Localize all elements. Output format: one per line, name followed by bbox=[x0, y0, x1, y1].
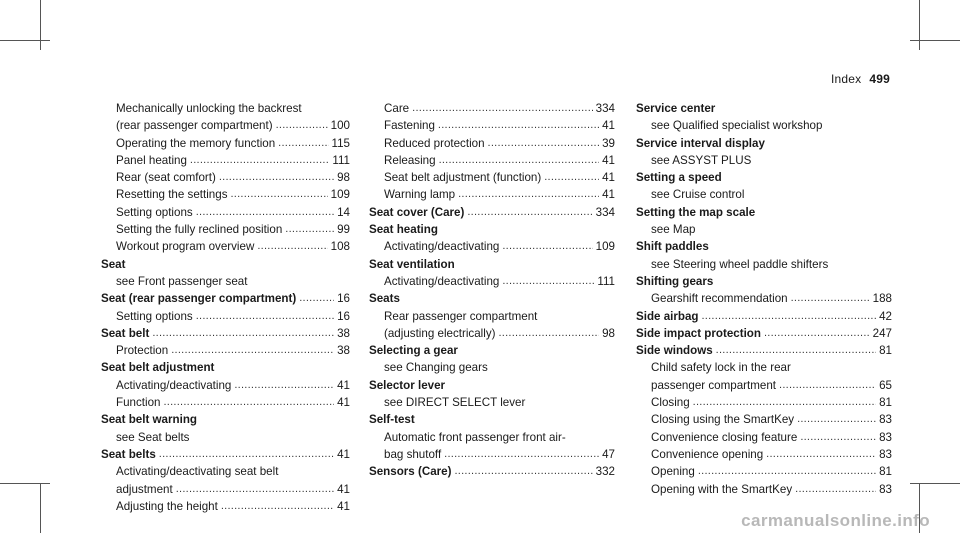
entry-text: Self-test bbox=[369, 413, 415, 427]
index-subentry bbox=[101, 221, 350, 238]
index-subentry bbox=[636, 256, 892, 273]
entry-text: Convenience opening bbox=[651, 447, 764, 461]
entry-text: Function bbox=[116, 396, 161, 410]
entry-text: Rear passenger compartment bbox=[384, 309, 538, 323]
page-ref[interactable]: 109 bbox=[330, 188, 350, 202]
page-ref[interactable]: 98 bbox=[337, 171, 350, 185]
index-subentry bbox=[636, 152, 892, 169]
index-column-2 bbox=[369, 100, 615, 481]
page-ref[interactable]: 16 bbox=[337, 309, 350, 323]
entry-text: Side airbag bbox=[636, 309, 699, 323]
dot-leader bbox=[693, 396, 876, 411]
entry-text: see Steering wheel paddle shifters bbox=[651, 257, 829, 271]
index-subentry bbox=[101, 186, 350, 203]
entry-text: Setting a speed bbox=[636, 171, 722, 185]
index-subentry bbox=[101, 135, 350, 152]
entry-text: Panel heating bbox=[116, 153, 187, 167]
dot-leader bbox=[234, 379, 334, 394]
index-subentry bbox=[369, 186, 615, 203]
entry-text: Activating/deactivating bbox=[384, 274, 500, 288]
index-subentry bbox=[101, 463, 350, 480]
entry-text: Seat belt bbox=[101, 326, 150, 340]
entry-text: Seat bbox=[101, 257, 126, 271]
dot-leader bbox=[196, 310, 334, 325]
dot-leader bbox=[176, 483, 334, 498]
page-ref[interactable]: 108 bbox=[330, 240, 350, 254]
crop-mark bbox=[40, 0, 41, 50]
entry-text: see Seat belts bbox=[116, 430, 190, 444]
index-entry bbox=[101, 446, 350, 463]
page-ref[interactable]: 41 bbox=[337, 499, 350, 513]
page-ref[interactable]: 188 bbox=[872, 292, 892, 306]
index-subentry bbox=[636, 377, 892, 394]
entry-text: Seat (rear passenger compartment) bbox=[101, 292, 297, 306]
entry-text: Seat belts bbox=[101, 447, 156, 461]
index-entry bbox=[636, 342, 892, 359]
page-number: 499 bbox=[869, 72, 890, 86]
entry-text: Seat ventilation bbox=[369, 257, 455, 271]
page-ref[interactable]: 334 bbox=[595, 205, 615, 219]
entry-text: Convenience closing feature bbox=[651, 430, 798, 444]
index-subentry bbox=[369, 325, 615, 342]
page-ref[interactable]: 41 bbox=[602, 153, 615, 167]
entry-text: Side windows bbox=[636, 344, 713, 358]
page-ref[interactable]: 41 bbox=[602, 171, 615, 185]
page-ref[interactable]: 41 bbox=[337, 482, 350, 496]
dot-leader bbox=[800, 431, 876, 446]
index-entry bbox=[369, 290, 615, 307]
index-entry bbox=[636, 325, 892, 342]
dot-leader bbox=[219, 171, 334, 186]
index-entry bbox=[101, 325, 350, 342]
entry-text: see DIRECT SELECT lever bbox=[384, 396, 526, 410]
index-entry bbox=[636, 100, 892, 117]
entry-text: Child safety lock in the rear bbox=[651, 361, 791, 375]
entry-text: Gearshift recommendation bbox=[651, 292, 788, 306]
dot-leader bbox=[544, 171, 599, 186]
header-label: Index bbox=[831, 72, 862, 86]
page-ref[interactable]: 99 bbox=[337, 223, 350, 237]
entry-text: Selecting a gear bbox=[369, 344, 458, 358]
dot-leader bbox=[257, 241, 327, 256]
index-subentry bbox=[369, 135, 615, 152]
dot-leader bbox=[716, 344, 876, 359]
page-ref[interactable]: 81 bbox=[879, 344, 892, 358]
dot-leader bbox=[502, 275, 594, 290]
entry-text: Adjusting the height bbox=[116, 499, 218, 513]
page-ref[interactable]: 83 bbox=[879, 430, 892, 444]
entry-text: Service center bbox=[636, 102, 716, 115]
entry-text: Setting the fully reclined position bbox=[116, 223, 283, 237]
entry-text: Seats bbox=[369, 292, 400, 306]
page-header bbox=[831, 72, 890, 86]
page-ref[interactable]: 81 bbox=[879, 465, 892, 479]
dot-leader bbox=[439, 154, 600, 169]
entry-text: Activating/deactivating bbox=[116, 378, 232, 392]
entry-text: Automatic front passenger front air- bbox=[384, 430, 566, 444]
entry-text: see Cruise control bbox=[651, 188, 745, 202]
entry-text: Workout program overview bbox=[116, 240, 255, 254]
index-subentry bbox=[101, 238, 350, 255]
entry-text: Operating the memory function bbox=[116, 136, 276, 150]
index-subentry bbox=[636, 481, 892, 498]
crop-mark bbox=[910, 483, 960, 484]
dot-leader bbox=[438, 120, 599, 135]
entry-text: (adjusting electrically) bbox=[384, 326, 496, 340]
dot-leader bbox=[152, 327, 334, 342]
entry-text: adjustment bbox=[116, 482, 173, 496]
index-subentry bbox=[636, 117, 892, 134]
entry-text: Sensors (Care) bbox=[369, 465, 452, 479]
dot-leader bbox=[702, 310, 877, 325]
entry-text: see Map bbox=[651, 223, 696, 237]
dot-leader bbox=[412, 102, 593, 117]
dot-leader bbox=[196, 206, 334, 221]
page-ref[interactable]: 38 bbox=[337, 326, 350, 340]
dot-leader bbox=[454, 466, 592, 481]
page-ref[interactable]: 332 bbox=[595, 465, 615, 479]
entry-text: Closing using the SmartKey bbox=[651, 413, 795, 427]
index-subentry bbox=[636, 394, 892, 411]
index-entry bbox=[101, 411, 350, 428]
page-ref[interactable]: 65 bbox=[879, 378, 892, 392]
page-ref[interactable]: 41 bbox=[337, 378, 350, 392]
index-entry bbox=[369, 221, 615, 238]
dot-leader bbox=[502, 241, 592, 256]
index-entry bbox=[636, 238, 892, 255]
page-ref[interactable]: 83 bbox=[879, 482, 892, 496]
crop-mark bbox=[919, 0, 920, 50]
index-subentry bbox=[369, 238, 615, 255]
index-entry bbox=[636, 273, 892, 290]
index-entry bbox=[101, 359, 350, 376]
index-subentry bbox=[101, 481, 350, 498]
index-entry bbox=[369, 463, 615, 480]
dot-leader bbox=[278, 137, 328, 152]
watermark: carmanualsonline.info bbox=[741, 511, 930, 530]
dot-leader bbox=[797, 414, 876, 429]
page-ref[interactable]: 41 bbox=[337, 447, 350, 461]
index-column-1 bbox=[101, 100, 350, 515]
page-ref[interactable]: 111 bbox=[332, 153, 350, 167]
dot-leader bbox=[285, 223, 334, 238]
entry-text: Selector lever bbox=[369, 378, 446, 392]
index-subentry bbox=[636, 359, 892, 376]
dot-leader bbox=[698, 466, 876, 481]
index-subentry bbox=[101, 394, 350, 411]
index-entry bbox=[369, 377, 615, 394]
index-subentry bbox=[101, 498, 350, 515]
entry-text: Seat belt warning bbox=[101, 413, 197, 427]
dot-leader bbox=[221, 500, 334, 515]
index-entry bbox=[369, 411, 615, 428]
index-entry bbox=[636, 308, 892, 325]
index-subentry bbox=[369, 429, 615, 446]
index-subentry bbox=[101, 100, 350, 117]
index-entry bbox=[636, 169, 892, 186]
entry-text: Reduced protection bbox=[384, 136, 485, 150]
dot-leader bbox=[467, 206, 592, 221]
entry-text: Warning lamp bbox=[384, 188, 456, 202]
index-subentry bbox=[636, 463, 892, 480]
entry-text: Setting the map scale bbox=[636, 205, 756, 219]
entry-text: see ASSYST PLUS bbox=[651, 153, 752, 167]
entry-text: see Front passenger seat bbox=[116, 274, 248, 288]
index-entry bbox=[636, 204, 892, 221]
dot-leader bbox=[488, 137, 600, 152]
index-subentry bbox=[369, 117, 615, 134]
dot-leader bbox=[766, 448, 876, 463]
crop-mark bbox=[40, 483, 41, 533]
index-subentry bbox=[369, 152, 615, 169]
index-subentry bbox=[369, 446, 615, 463]
dot-leader bbox=[458, 189, 599, 204]
entry-text: Releasing bbox=[384, 153, 436, 167]
page-ref[interactable]: 41 bbox=[602, 119, 615, 133]
page-ref[interactable]: 111 bbox=[597, 274, 615, 288]
entry-text: Fastening bbox=[384, 119, 435, 133]
index-entry bbox=[101, 290, 350, 307]
entry-text: Seat belt adjustment (function) bbox=[384, 171, 542, 185]
dot-leader bbox=[190, 154, 329, 169]
index-entry bbox=[101, 256, 350, 273]
index-subentry bbox=[636, 446, 892, 463]
entry-text: Care bbox=[384, 102, 410, 115]
dot-leader bbox=[779, 379, 876, 394]
entry-text: see Changing gears bbox=[384, 361, 488, 375]
crop-mark bbox=[0, 483, 50, 484]
entry-text: Protection bbox=[116, 344, 169, 358]
index-subentry bbox=[101, 308, 350, 325]
index-subentry bbox=[101, 429, 350, 446]
page-ref[interactable]: 83 bbox=[879, 447, 892, 461]
index-subentry bbox=[636, 186, 892, 203]
index-subentry bbox=[369, 308, 615, 325]
entry-text: Shift paddles bbox=[636, 240, 709, 254]
entry-text: Opening with the SmartKey bbox=[651, 482, 793, 496]
index-subentry bbox=[636, 411, 892, 428]
entry-text: Resetting the settings bbox=[116, 188, 228, 202]
index-entry bbox=[369, 342, 615, 359]
index-subentry bbox=[369, 273, 615, 290]
index-subentry bbox=[369, 359, 615, 376]
dot-leader bbox=[498, 327, 599, 342]
index-entry bbox=[369, 204, 615, 221]
index-subentry bbox=[369, 394, 615, 411]
entry-text: Setting options bbox=[116, 309, 193, 323]
entry-text: Service interval display bbox=[636, 136, 765, 150]
dot-leader bbox=[791, 293, 870, 308]
entry-text: Setting options bbox=[116, 205, 193, 219]
page-ref[interactable]: 83 bbox=[879, 413, 892, 427]
page-ref[interactable]: 39 bbox=[602, 136, 615, 150]
entry-text: see Qualified specialist workshop bbox=[651, 119, 823, 133]
index-subentry bbox=[101, 342, 350, 359]
index-subentry bbox=[101, 377, 350, 394]
entry-text: Seat cover (Care) bbox=[369, 205, 465, 219]
entry-text: Mechanically unlocking the backrest bbox=[116, 102, 302, 115]
dot-leader bbox=[299, 293, 334, 308]
index-column-3 bbox=[636, 100, 892, 498]
dot-leader bbox=[171, 344, 334, 359]
entry-text: Rear (seat comfort) bbox=[116, 171, 216, 185]
dot-leader bbox=[163, 396, 334, 411]
page-ref[interactable]: 334 bbox=[595, 102, 615, 115]
dot-leader bbox=[444, 448, 599, 463]
page-ref[interactable]: 109 bbox=[595, 240, 615, 254]
entry-text: Seat heating bbox=[369, 223, 438, 237]
dot-leader bbox=[276, 120, 328, 135]
dot-leader bbox=[159, 448, 334, 463]
page-ref[interactable]: 38 bbox=[337, 344, 350, 358]
index-subentry bbox=[369, 169, 615, 186]
page-ref[interactable]: 100 bbox=[330, 119, 350, 133]
entry-text: Closing bbox=[651, 396, 690, 410]
entry-text: (rear passenger compartment) bbox=[116, 119, 273, 133]
entry-text: Activating/deactivating bbox=[384, 240, 500, 254]
index-subentry bbox=[101, 204, 350, 221]
page-ref[interactable]: 81 bbox=[879, 396, 892, 410]
entry-text: bag shutoff bbox=[384, 447, 442, 461]
page-ref[interactable]: 16 bbox=[337, 292, 350, 306]
dot-leader bbox=[764, 327, 870, 342]
page-ref[interactable]: 98 bbox=[602, 326, 615, 340]
entry-text: passenger compartment bbox=[651, 378, 777, 392]
page-ref[interactable]: 42 bbox=[879, 309, 892, 323]
entry-text: Side impact protection bbox=[636, 326, 761, 340]
entry-text: Opening bbox=[651, 465, 695, 479]
page-ref[interactable]: 47 bbox=[602, 447, 615, 461]
entry-text: Shifting gears bbox=[636, 274, 714, 288]
index-subentry bbox=[369, 100, 615, 117]
index-subentry bbox=[101, 152, 350, 169]
page-ref[interactable]: 41 bbox=[602, 188, 615, 202]
index-entry bbox=[636, 135, 892, 152]
index-subentry bbox=[636, 429, 892, 446]
crop-mark bbox=[0, 40, 50, 41]
index-subentry bbox=[101, 273, 350, 290]
page-ref[interactable]: 115 bbox=[331, 136, 350, 150]
page-ref[interactable]: 247 bbox=[872, 326, 892, 340]
entry-text: Seat belt adjustment bbox=[101, 361, 215, 375]
index-subentry bbox=[636, 221, 892, 238]
dot-leader bbox=[795, 483, 876, 498]
index-subentry bbox=[101, 117, 350, 134]
crop-mark bbox=[910, 40, 960, 41]
page-ref[interactable]: 41 bbox=[337, 396, 350, 410]
index-entry bbox=[369, 256, 615, 273]
page-ref[interactable]: 14 bbox=[337, 205, 350, 219]
index-subentry bbox=[101, 169, 350, 186]
entry-text: Activating/deactivating seat belt bbox=[116, 465, 279, 479]
dot-leader bbox=[231, 189, 328, 204]
index-subentry bbox=[636, 290, 892, 307]
